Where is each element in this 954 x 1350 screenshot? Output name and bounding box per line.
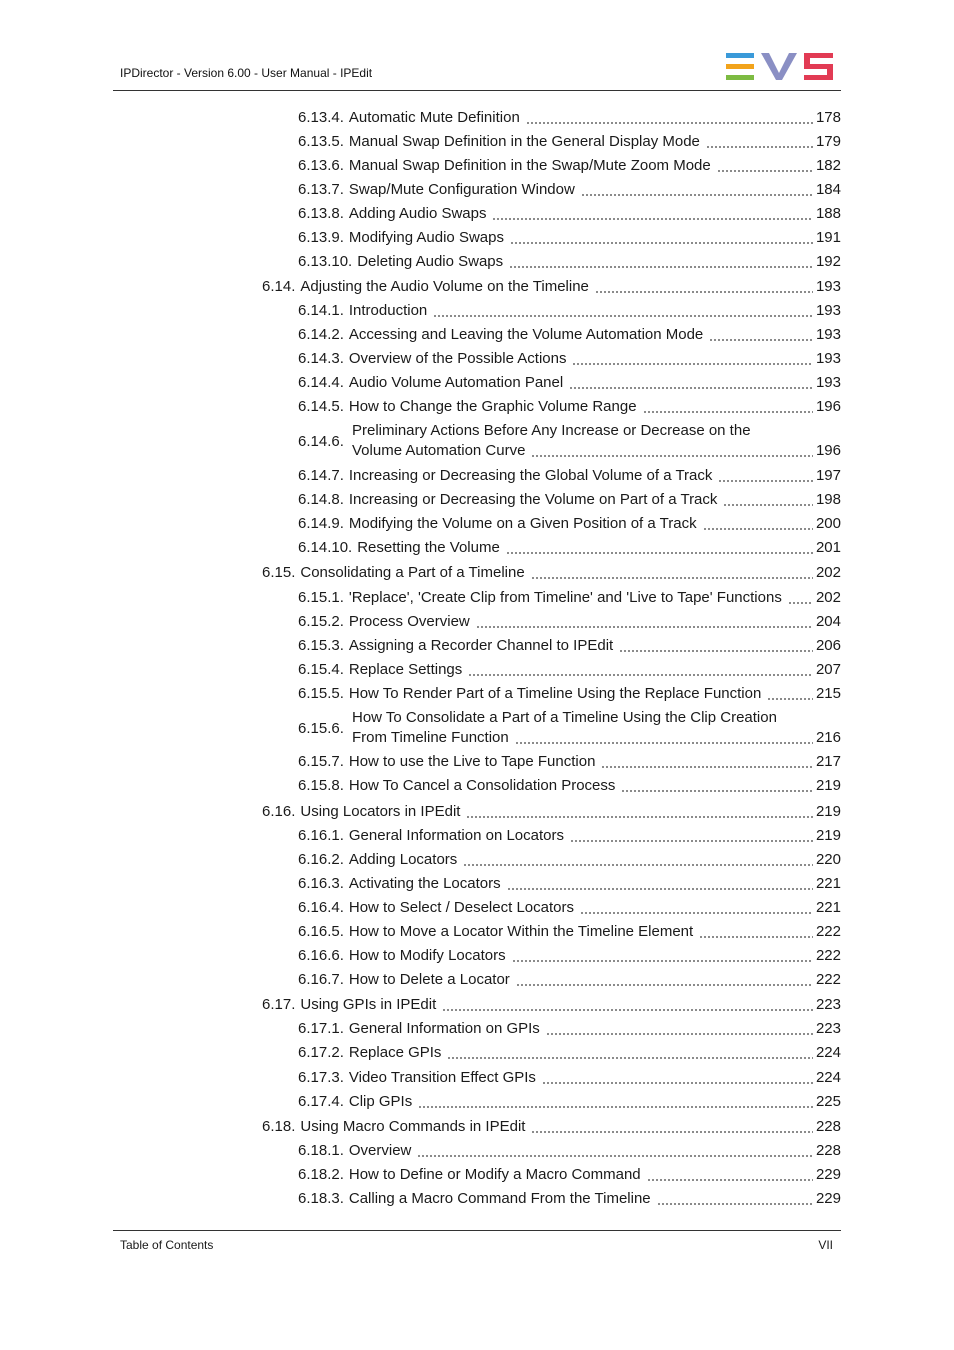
toc-entry-number: 6.14.9. (298, 515, 344, 532)
leader-dots (703, 528, 813, 530)
toc-entry-page: 219 (815, 777, 841, 794)
toc-entry-page: 196 (815, 398, 841, 415)
toc-entry[interactable] (298, 252, 841, 272)
toc-entry-page: 179 (815, 133, 841, 150)
toc-entry-number: 6.15.5. (298, 685, 344, 702)
toc-entry-page: 193 (815, 278, 841, 295)
leader-dots (506, 552, 813, 554)
toc-entry-line (298, 180, 841, 200)
toc-entry-line (298, 538, 841, 558)
toc-entry-line (298, 108, 841, 128)
footer-section-title: Table of Contents (120, 1238, 214, 1252)
toc-entry-title: Adding Audio Swaps (348, 205, 487, 222)
toc-entry-line (298, 373, 841, 393)
toc-entry-number: 6.13.6. (298, 157, 344, 174)
leader-dots (418, 1106, 813, 1108)
toc-entry-page: 222 (815, 947, 841, 964)
toc-entry-title: Swap/Mute Configuration Window (348, 181, 575, 198)
toc-entry-page: 202 (815, 564, 841, 581)
toc-entry-title: Preliminary Actions Before Any Increase or Decrease on the (352, 422, 751, 439)
toc-entry-number: 6.15. (262, 564, 296, 581)
toc-entry-title: Introduction (348, 302, 428, 319)
toc-entry-page: 228 (815, 1142, 841, 1159)
toc-entry-title: Using Locators in IPEdit (300, 803, 461, 820)
toc-entry-number: 6.16.2. (298, 851, 344, 868)
toc-entry-number: 6.13.8. (298, 205, 344, 222)
toc-entry-title: Replace Settings (348, 661, 463, 678)
toc-entry-page: 221 (815, 899, 841, 916)
toc-entry-page: 184 (815, 181, 841, 198)
leader-dots (442, 1009, 813, 1011)
toc-entry[interactable] (298, 684, 841, 704)
toc-entry[interactable] (298, 1189, 841, 1209)
toc-entry-page: 217 (815, 753, 841, 770)
toc-entry-line (298, 1189, 841, 1209)
toc-entry-number: 6.17.3. (298, 1069, 344, 1086)
toc-entry-title: How to Change the Graphic Volume Range (348, 398, 637, 415)
toc-entry[interactable] (298, 922, 841, 942)
toc-entry-page: 219 (815, 803, 841, 820)
toc-entry-title: Consolidating a Part of a Timeline (300, 564, 525, 581)
toc-entry-page: 221 (815, 875, 841, 892)
toc-entry[interactable] (298, 1043, 841, 1063)
toc-entry-number: 6.15.4. (298, 661, 344, 678)
leader-dots (546, 1033, 813, 1035)
toc-entry-line (262, 277, 841, 297)
leader-dots (509, 266, 813, 268)
toc-entry-line (298, 636, 841, 656)
toc-entry-title: Using GPIs in IPEdit (300, 996, 437, 1013)
toc-entry-number: 6.15.1. (298, 589, 344, 606)
toc-entry-number: 6.14.5. (298, 398, 344, 415)
toc-entry-page: 200 (815, 515, 841, 532)
toc-entry-page: 222 (815, 923, 841, 940)
toc-entry-page: 229 (815, 1190, 841, 1207)
toc-entry-number: 6.18. (262, 1118, 296, 1135)
toc-entry-title: How To Render Part of a Timeline Using the Replace Function (348, 685, 762, 702)
leader-dots (717, 170, 813, 172)
toc-entry[interactable] (298, 970, 841, 990)
toc-entry-number: 6.13.4. (298, 109, 344, 126)
leader-dots (569, 387, 813, 389)
page-header-title: IPDirector - Version 6.00 - User Manual - IPEdit (120, 66, 373, 80)
toc-entry-number: 6.16.6. (298, 947, 344, 964)
toc-entry[interactable] (298, 180, 841, 200)
toc-entry-title: General Information on Locators (348, 827, 564, 844)
toc-entry-number: 6.13.9. (298, 229, 344, 246)
leader-dots (466, 816, 813, 818)
leader-dots (621, 790, 813, 792)
toc-entry[interactable] (298, 397, 841, 417)
toc-entry-page: 222 (815, 971, 841, 988)
leader-dots (526, 122, 813, 124)
toc-entry-line (262, 1117, 841, 1137)
toc-entry-number: 6.15.7. (298, 753, 344, 770)
toc-entry-line (298, 349, 841, 369)
leader-dots (595, 291, 813, 293)
leader-dots (531, 1131, 813, 1133)
toc-entry-line (298, 514, 841, 534)
toc-entry-number: 6.13.7. (298, 181, 344, 198)
toc-entry-title: How to use the Live to Tape Function (348, 753, 596, 770)
leader-dots (643, 411, 813, 413)
toc-entry[interactable] (298, 850, 841, 870)
toc-entry-page: 202 (815, 589, 841, 606)
toc-entry-title: Accessing and Leaving the Volume Automation Mode (348, 326, 704, 343)
toc-entry[interactable] (298, 301, 841, 321)
toc-entry-title: How to Define or Modify a Macro Command (348, 1166, 641, 1183)
leader-dots (507, 888, 813, 890)
leader-dots (723, 504, 813, 506)
leader-dots (417, 1155, 813, 1157)
toc-entry[interactable] (298, 946, 841, 966)
toc-entry[interactable] (262, 277, 841, 297)
toc-entry-title: Activating the Locators (348, 875, 501, 892)
toc-entry-number: 6.16.4. (298, 899, 344, 916)
toc-entry-number: 6.14.1. (298, 302, 344, 319)
leader-dots (647, 1179, 813, 1181)
leader-dots (492, 218, 812, 220)
toc-entry[interactable] (298, 1068, 841, 1088)
toc-entry-title: Adding Locators (348, 851, 458, 868)
toc-entry-line (298, 1165, 841, 1185)
leader-dots (542, 1082, 813, 1084)
toc-entry-number: 6.14.8. (298, 491, 344, 508)
toc-entry-title: How to Modify Locators (348, 947, 506, 964)
toc-entry-line (298, 490, 841, 510)
toc-entry-title: Audio Volume Automation Panel (348, 374, 564, 391)
toc-entry-line (298, 922, 841, 942)
toc-entry-title: Adjusting the Audio Volume on the Timeline (300, 278, 589, 295)
toc-entry-page: 188 (815, 205, 841, 222)
toc-entry-line (298, 156, 841, 176)
toc-entry-title: Using Macro Commands in IPEdit (300, 1118, 526, 1135)
toc-entry-line (298, 252, 841, 272)
toc-entry-page: 224 (815, 1044, 841, 1061)
toc-entry-number: 6.16. (262, 803, 296, 820)
toc-entry[interactable] (298, 373, 841, 393)
toc-entry-number: 6.15.8. (298, 777, 344, 794)
toc-entry-line (298, 132, 841, 152)
leader-dots (512, 960, 813, 962)
toc-entry-title: Increasing or Decreasing the Volume on Part of a Track (348, 491, 718, 508)
toc-entry-title: Modifying Audio Swaps (348, 229, 504, 246)
toc-entry-page: 225 (815, 1093, 841, 1110)
toc-entry-page: 196 (815, 442, 841, 459)
leader-dots (767, 698, 813, 700)
toc-entry-line (298, 1092, 841, 1112)
toc-entry-page: 193 (815, 350, 841, 367)
toc-entry-line (298, 684, 841, 704)
toc-entry-page: 224 (815, 1069, 841, 1086)
toc-entry-line (298, 204, 841, 224)
toc-entry-page: 193 (815, 374, 841, 391)
toc-entry-number: 6.14. (262, 278, 296, 295)
leader-dots (468, 674, 813, 676)
toc-entry-number: 6.17.2. (298, 1044, 344, 1061)
toc-entry-line (298, 874, 841, 894)
toc-entry-line (298, 466, 841, 486)
toc-entry-title: 'Replace', 'Create Clip from Timeline' and 'Live to Tape' Functions (348, 589, 782, 606)
toc-entry-number: 6.18.1. (298, 1142, 344, 1159)
toc-entry-page: 206 (815, 637, 841, 654)
toc-entry-number: 6.15.3. (298, 637, 344, 654)
toc-entry-line (298, 301, 841, 321)
toc-entry[interactable] (298, 752, 841, 772)
leader-dots (570, 840, 813, 842)
toc-entry[interactable] (298, 466, 841, 486)
toc-entry-number: 6.15.2. (298, 613, 344, 630)
leader-dots (657, 1203, 813, 1205)
toc-entry-title: How to Move a Locator Within the Timeline Element (348, 923, 694, 940)
leader-dots (581, 194, 813, 196)
toc-entry[interactable] (298, 514, 841, 534)
toc-entry-number: 6.13.5. (298, 133, 344, 150)
toc-entry-title: Increasing or Decreasing the Global Volume of a Track (348, 467, 713, 484)
toc-entry-number: 6.17.4. (298, 1093, 344, 1110)
leader-dots (515, 742, 813, 744)
leader-dots (572, 363, 812, 365)
toc-entry-number: 6.17. (262, 996, 296, 1013)
toc-entry-title: Manual Swap Definition in the Swap/Mute Zoom Mode (348, 157, 711, 174)
leader-dots (580, 912, 813, 914)
leader-dots (531, 455, 813, 457)
toc-entry-title: Process Overview (348, 613, 470, 630)
toc-entry[interactable] (298, 708, 841, 749)
toc-entry-title: How to Delete a Locator (348, 971, 510, 988)
leader-dots (788, 602, 813, 604)
toc-entry-page: 197 (815, 467, 841, 484)
toc-entry-line (298, 776, 841, 796)
toc-entry[interactable] (298, 660, 841, 680)
toc-entry-line (298, 946, 841, 966)
toc-entry-page: 201 (815, 539, 841, 556)
toc-entry-line (298, 588, 841, 608)
toc-entry-title: Deleting Audio Swaps (357, 253, 504, 270)
toc-entry-line (298, 397, 841, 417)
toc-entry-title: Assigning a Recorder Channel to IPEdit (348, 637, 614, 654)
toc-entry-number: 6.15.6. (298, 719, 344, 737)
toc-entry-number: 6.16.7. (298, 971, 344, 988)
toc-entry-body (352, 421, 841, 462)
toc-entry[interactable] (298, 1141, 841, 1161)
toc-entry-number: 6.18.2. (298, 1166, 344, 1183)
toc-entry[interactable] (298, 538, 841, 558)
toc-entry-line (298, 660, 841, 680)
toc-entry-title: Overview of the Possible Actions (348, 350, 567, 367)
toc-entry[interactable] (262, 995, 841, 1015)
toc-entry-page: 193 (815, 302, 841, 319)
toc-entry-page: 207 (815, 661, 841, 678)
toc-entry-page: 220 (815, 851, 841, 868)
toc-entry[interactable] (298, 1019, 841, 1039)
toc-entry-number: 6.13.10. (298, 253, 353, 270)
toc-entry-number: 6.14.2. (298, 326, 344, 343)
toc-entry-number: 6.16.3. (298, 875, 344, 892)
toc-entry[interactable] (298, 1092, 841, 1112)
toc-entry-line (298, 1019, 841, 1039)
toc-entry[interactable] (298, 874, 841, 894)
toc-entry-title: Manual Swap Definition in the General Display Mode (348, 133, 700, 150)
toc-entry-title: General Information on GPIs (348, 1020, 540, 1037)
toc-entry-number: 6.14.10. (298, 539, 353, 556)
toc-entry-title: Automatic Mute Definition (348, 109, 520, 126)
toc-entry-page: 178 (815, 109, 841, 126)
leader-dots (706, 146, 813, 148)
toc-entry[interactable] (298, 325, 841, 345)
leader-dots (718, 480, 813, 482)
toc-entry[interactable] (298, 612, 841, 632)
toc-entry[interactable] (298, 421, 841, 462)
toc-entry-number: 6.14.6. (298, 432, 344, 450)
toc-entry-page: 216 (815, 729, 841, 746)
toc-entry[interactable] (298, 228, 841, 248)
page-number: VII (818, 1238, 833, 1252)
toc-entry-title: Resetting the Volume (357, 539, 500, 556)
toc-entry-page: 228 (815, 1118, 841, 1135)
leader-dots (516, 984, 813, 986)
leader-dots (433, 315, 813, 317)
toc-entry-title: Modifying the Volume on a Given Position of a Track (348, 515, 697, 532)
toc-entry-line (298, 325, 841, 345)
toc-entry-line (262, 563, 841, 583)
toc-entry-line (262, 995, 841, 1015)
toc-entry-line (298, 826, 841, 846)
toc-entry[interactable] (298, 108, 841, 128)
toc-entry-number: 6.18.3. (298, 1190, 344, 1207)
toc-entry-page: 193 (815, 326, 841, 343)
toc-entry-number: 6.14.4. (298, 374, 344, 391)
toc-entry-line (298, 898, 841, 918)
toc-entry-title: How To Consolidate a Part of a Timeline Using the Clip Creation (352, 709, 777, 726)
toc-entry-page: 204 (815, 613, 841, 630)
leader-dots (510, 242, 813, 244)
toc-entry[interactable] (298, 826, 841, 846)
toc-entry-title-continued: From Timeline Function (352, 729, 509, 746)
toc-entry-page: 229 (815, 1166, 841, 1183)
toc-entry-page: 223 (815, 996, 841, 1013)
toc-entry[interactable] (298, 588, 841, 608)
toc-entry-title: Calling a Macro Command From the Timeline (348, 1190, 651, 1207)
toc-entry-title: Replace GPIs (348, 1044, 442, 1061)
toc-entry-number: 6.16.5. (298, 923, 344, 940)
toc-entry[interactable] (262, 563, 841, 583)
leader-dots (699, 936, 813, 938)
toc-entry-line (298, 850, 841, 870)
toc-entry-number: 6.17.1. (298, 1020, 344, 1037)
toc-entry-title: Overview (348, 1142, 412, 1159)
toc-entry-body (352, 708, 841, 749)
leader-dots (601, 766, 813, 768)
toc-entry[interactable] (298, 636, 841, 656)
leader-dots (709, 339, 813, 341)
toc-entry[interactable] (298, 349, 841, 369)
leader-dots (447, 1057, 813, 1059)
toc-entry[interactable] (298, 898, 841, 918)
toc-entry-title: How to Select / Deselect Locators (348, 899, 574, 916)
leader-dots (476, 626, 813, 628)
toc-entry-page: 191 (815, 229, 841, 246)
leader-dots (619, 650, 813, 652)
footer-rule (113, 1230, 841, 1231)
toc-entry-page: 192 (815, 253, 841, 270)
toc-entry-line (352, 441, 841, 461)
toc-entry-page: 215 (815, 685, 841, 702)
toc-entry[interactable] (262, 802, 841, 822)
toc-entry-line (298, 752, 841, 772)
toc-entry-line (298, 1141, 841, 1161)
toc-entry-line (298, 228, 841, 248)
toc-entry[interactable] (298, 156, 841, 176)
toc-entry-title: Video Transition Effect GPIs (348, 1069, 536, 1086)
toc-entry-line (352, 728, 841, 748)
toc-entry[interactable] (298, 132, 841, 152)
toc-entry-number: 6.14.3. (298, 350, 344, 367)
toc-entry-line (298, 970, 841, 990)
toc-entry[interactable] (298, 204, 841, 224)
toc-entry-line (262, 802, 841, 822)
toc-entry-page: 198 (815, 491, 841, 508)
toc-entry-number: 6.16.1. (298, 827, 344, 844)
toc-entry-line (298, 1043, 841, 1063)
toc-entry-title: Clip GPIs (348, 1093, 413, 1110)
leader-dots (531, 577, 813, 579)
toc-entry-line (298, 612, 841, 632)
toc-entry-number: 6.14.7. (298, 467, 344, 484)
toc-entry-page: 182 (815, 157, 841, 174)
toc-entry-title: How To Cancel a Consolidation Process (348, 777, 616, 794)
toc-entry[interactable] (298, 1165, 841, 1185)
toc-entry[interactable] (262, 1117, 841, 1137)
leader-dots (463, 864, 813, 866)
toc-entry-line (298, 1068, 841, 1088)
toc-entry[interactable] (298, 490, 841, 510)
toc-entry[interactable] (298, 776, 841, 796)
toc-entry-title-continued: Volume Automation Curve (352, 442, 526, 459)
toc-entry-page: 223 (815, 1020, 841, 1037)
toc-entry-page: 219 (815, 827, 841, 844)
